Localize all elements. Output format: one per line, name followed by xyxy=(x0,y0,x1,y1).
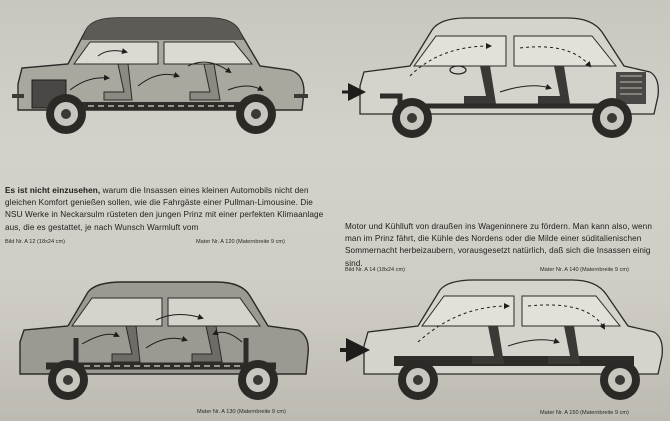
figure-car-heating-bottom-left xyxy=(6,278,316,408)
paragraph-body: Motor und Kühlluft von draußen ins Wageninnere zu fördern. Man kann also, wenn man im Prinz fährt, die Kühle des Nordens oder die Milde einer süditalienischen Sommernacht herbeizaubern, vorausgesetzt natürlich, daß sich die Insassen einig sind. xyxy=(345,222,652,268)
left-paragraph xyxy=(5,185,330,234)
caption-fig2-left: Bild Nr. A 14 (18x24 cm) xyxy=(345,267,406,273)
caption-fig2-right: Mater Nr. A 140 (Maternbreite 9 cm) xyxy=(540,267,629,273)
caption-fig1-left: Bild Nr. A 12 (18x24 cm) xyxy=(5,239,66,245)
caption-fig3-right: Mater Nr. A 130 (Maternbreite 9 cm) xyxy=(197,409,286,415)
caption-fig4-right: Mater Nr. A 150 (Maternbreite 9 cm) xyxy=(540,410,629,416)
caption-fig1-right: Mater Nr. A 120 (Maternbreite 9 cm) xyxy=(196,239,285,245)
figure-car-heating-top-left xyxy=(8,6,313,141)
right-paragraph xyxy=(345,221,665,270)
figure-car-cutaway-bottom-right xyxy=(338,276,666,406)
paragraph-lead: Es ist nicht einzusehen, xyxy=(5,186,101,195)
figure-car-cutaway-top-right xyxy=(340,6,665,141)
paragraph-body: warum die Insassen eines kleinen Automobils nicht den gleichen Komfort genießen sollen, wie die Fahrgäste einer Pullman-Limousine. Die NSU Werke in Neckarsulm rüsteten den jungen Prinz mit einer perfekten Klimaanlage aus, die es gestattet, je nach Wunsch Warmluft vom xyxy=(5,186,324,232)
